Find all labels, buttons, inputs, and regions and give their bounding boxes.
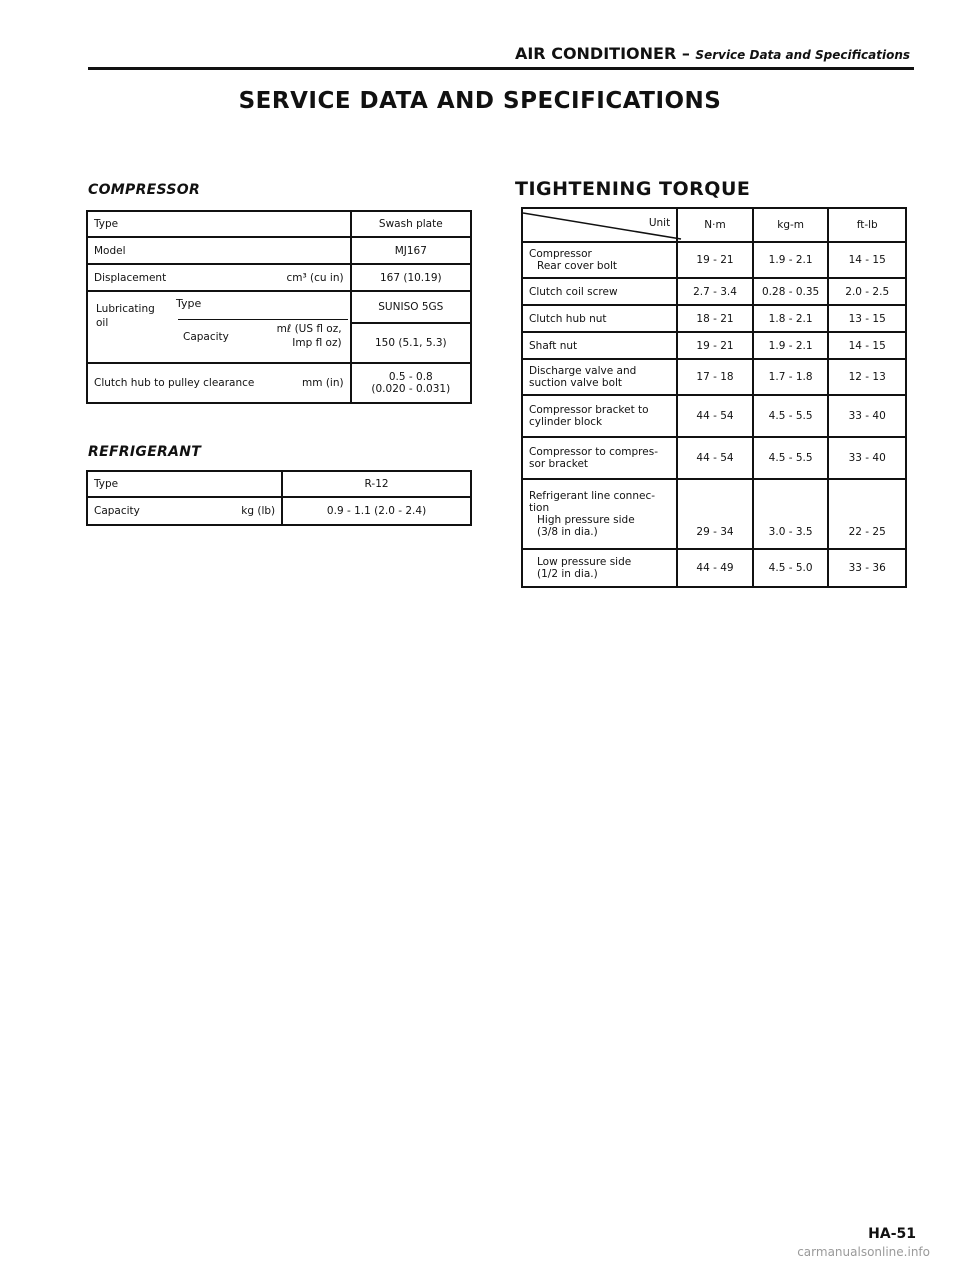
torque-value-nm: 17 - 18: [677, 359, 753, 395]
torque-item-cell: [522, 332, 677, 359]
compressor-model-label: Model: [87, 237, 351, 264]
oil-label: oil: [96, 317, 109, 329]
torque-item-line: sor bracket: [529, 458, 589, 470]
torque-value-ftlb: 22 - 25: [828, 479, 906, 549]
compressor-table: [86, 210, 472, 404]
torque-item-line: Clutch hub nut: [529, 312, 607, 325]
torque-item-cell: [522, 437, 677, 479]
torque-value-kgm: 1.9 - 2.1: [753, 332, 829, 359]
header-section: AIR CONDITIONER: [514, 44, 677, 63]
clearance-value-1: 0.5 - 0.8: [388, 371, 433, 383]
torque-value-kgm: 4.5 - 5.5: [753, 395, 829, 437]
table-row: [522, 278, 906, 305]
lub-divider: [178, 319, 348, 320]
torque-value-kgm: 4.5 - 5.5: [753, 437, 829, 479]
torque-item-line: Discharge valve and: [529, 365, 637, 377]
page-title: SERVICE DATA AND SPECIFICATIONS: [238, 88, 722, 114]
table-row: [87, 497, 471, 525]
torque-item-cell: [522, 395, 677, 437]
torque-item-line: Compressor bracket to: [529, 404, 649, 416]
displacement-label: Displacement: [94, 271, 167, 284]
torque-value-ftlb: 2.0 - 2.5: [828, 278, 906, 305]
torque-value-nm: 44 - 54: [677, 395, 753, 437]
torque-item-cell: [522, 305, 677, 332]
torque-value-ftlb: 14 - 15: [828, 332, 906, 359]
torque-value-kgm: 1.9 - 2.1: [753, 242, 829, 278]
table-row: [87, 237, 471, 264]
torque-value-nm: 44 - 49: [677, 549, 753, 587]
displacement-cell: [87, 264, 351, 291]
torque-value-kgm: 1.7 - 1.8: [753, 359, 829, 395]
torque-item-line: (3/8 in dia.): [537, 526, 598, 538]
header-dash: –: [676, 44, 696, 63]
compressor-type-value: Swash plate: [351, 211, 471, 237]
torque-item-cell: [522, 479, 677, 549]
lubricating-label: Lubricating: [96, 303, 155, 315]
torque-item-line: suction valve bolt: [529, 377, 623, 389]
table-row: [87, 291, 471, 363]
lub-capacity-label: Capacity: [183, 331, 229, 343]
table-row: [522, 332, 906, 359]
torque-value-nm: 18 - 21: [677, 305, 753, 332]
torque-item-cell: [522, 359, 677, 395]
compressor-type-label: Type: [87, 211, 351, 237]
torque-item-cell: [522, 278, 677, 305]
table-row: [87, 211, 471, 237]
clearance-value-2: (0.020 - 0.031): [371, 383, 451, 395]
clearance-value-cell: [351, 363, 471, 403]
table-row: [522, 242, 906, 278]
unit-header-cell: [522, 208, 677, 242]
table-row: [522, 479, 906, 549]
page-number: HA-51: [868, 1226, 916, 1242]
refrigerant-capacity-cell: [87, 497, 282, 525]
torque-item-line: tion: [529, 502, 550, 514]
torque-value-ftlb: 33 - 40: [828, 395, 906, 437]
header-rule: [88, 67, 914, 70]
torque-value-ftlb: 14 - 15: [828, 242, 906, 278]
torque-item-line: Shaft nut: [529, 339, 578, 352]
lub-capacity-unit-2: Imp fl oz): [292, 337, 342, 349]
displacement-unit: cm³ (cu in): [286, 271, 344, 284]
running-header: [515, 44, 910, 63]
refrigerant-capacity-value: 0.9 - 1.1 (2.0 - 2.4): [282, 497, 471, 525]
header-subsection: Service Data and Specifications: [695, 48, 910, 62]
refrigerant-table: [86, 470, 472, 526]
torque-item-line: Low pressure side: [537, 556, 632, 568]
torque-item-line: Rear cover bolt: [537, 260, 618, 272]
torque-value-nm: 2.7 - 3.4: [677, 278, 753, 305]
lub-values-cell: [351, 291, 471, 363]
clearance-cell: [87, 363, 351, 403]
column-header-kgm: kg-m: [753, 208, 829, 242]
torque-value-nm: 44 - 54: [677, 437, 753, 479]
refrigerant-type-value: R-12: [282, 471, 471, 497]
torque-item-line: Compressor: [529, 248, 592, 260]
torque-value-ftlb: 12 - 13: [828, 359, 906, 395]
torque-value-ftlb: 13 - 15: [828, 305, 906, 332]
torque-item-line: Compressor to compres-: [529, 446, 658, 458]
torque-item-cell: [522, 242, 677, 278]
table-row: [522, 305, 906, 332]
torque-item-line: Clutch coil screw: [529, 285, 618, 298]
table-row: [87, 264, 471, 291]
refrigerant-capacity-unit: kg (lb): [241, 505, 276, 517]
clearance-label: Clutch hub to pulley clearance: [94, 377, 255, 389]
torque-value-kgm: 4.5 - 5.0: [753, 549, 829, 587]
lub-type-label: Type: [176, 297, 202, 310]
torque-value-kgm: 3.0 - 3.5: [753, 479, 829, 549]
lub-type-value: SUNISO 5GS: [352, 292, 470, 324]
torque-value-nm: 19 - 21: [677, 242, 753, 278]
torque-value-nm: 29 - 34: [677, 479, 753, 549]
torque-value-ftlb: 33 - 40: [828, 437, 906, 479]
lub-capacity-value: 150 (5.1, 5.3): [374, 337, 447, 349]
lubricating-oil-cell: [87, 291, 351, 363]
table-row: [522, 395, 906, 437]
torque-item-line: cylinder block: [529, 416, 603, 428]
table-row: [522, 359, 906, 395]
torque-item-cell: [522, 549, 677, 587]
lub-capacity-unit-1: mℓ (US fl oz,: [276, 323, 342, 335]
compressor-model-value: MJ167: [351, 237, 471, 264]
torque-value-kgm: 0.28 - 0.35: [753, 278, 829, 305]
refrigerant-heading: REFRIGERANT: [88, 444, 202, 460]
torque-item-line: Refrigerant line connec-: [529, 490, 656, 502]
column-header-ftlb: ft-lb: [828, 208, 906, 242]
refrigerant-type-label: Type: [87, 471, 282, 497]
torque-table: [521, 207, 907, 588]
clearance-unit: mm (in): [302, 377, 344, 389]
unit-label: Unit: [648, 217, 671, 229]
column-header-nm: N·m: [677, 208, 753, 242]
torque-item-line: High pressure side: [537, 514, 635, 526]
torque-header-row: [522, 208, 906, 242]
table-row: [522, 549, 906, 587]
displacement-value: 167 (10.19): [351, 264, 471, 291]
table-row: [87, 471, 471, 497]
torque-value-nm: 19 - 21: [677, 332, 753, 359]
torque-value-ftlb: 33 - 36: [828, 549, 906, 587]
torque-item-line: (1/2 in dia.): [537, 568, 598, 580]
table-row: [87, 363, 471, 403]
refrigerant-capacity-label: Capacity: [94, 505, 140, 517]
watermark: carmanualsonline.info: [797, 1245, 930, 1259]
compressor-heading: COMPRESSOR: [88, 182, 201, 198]
torque-value-kgm: 1.8 - 2.1: [753, 305, 829, 332]
torque-heading: TIGHTENING TORQUE: [515, 178, 751, 200]
table-row: [522, 437, 906, 479]
